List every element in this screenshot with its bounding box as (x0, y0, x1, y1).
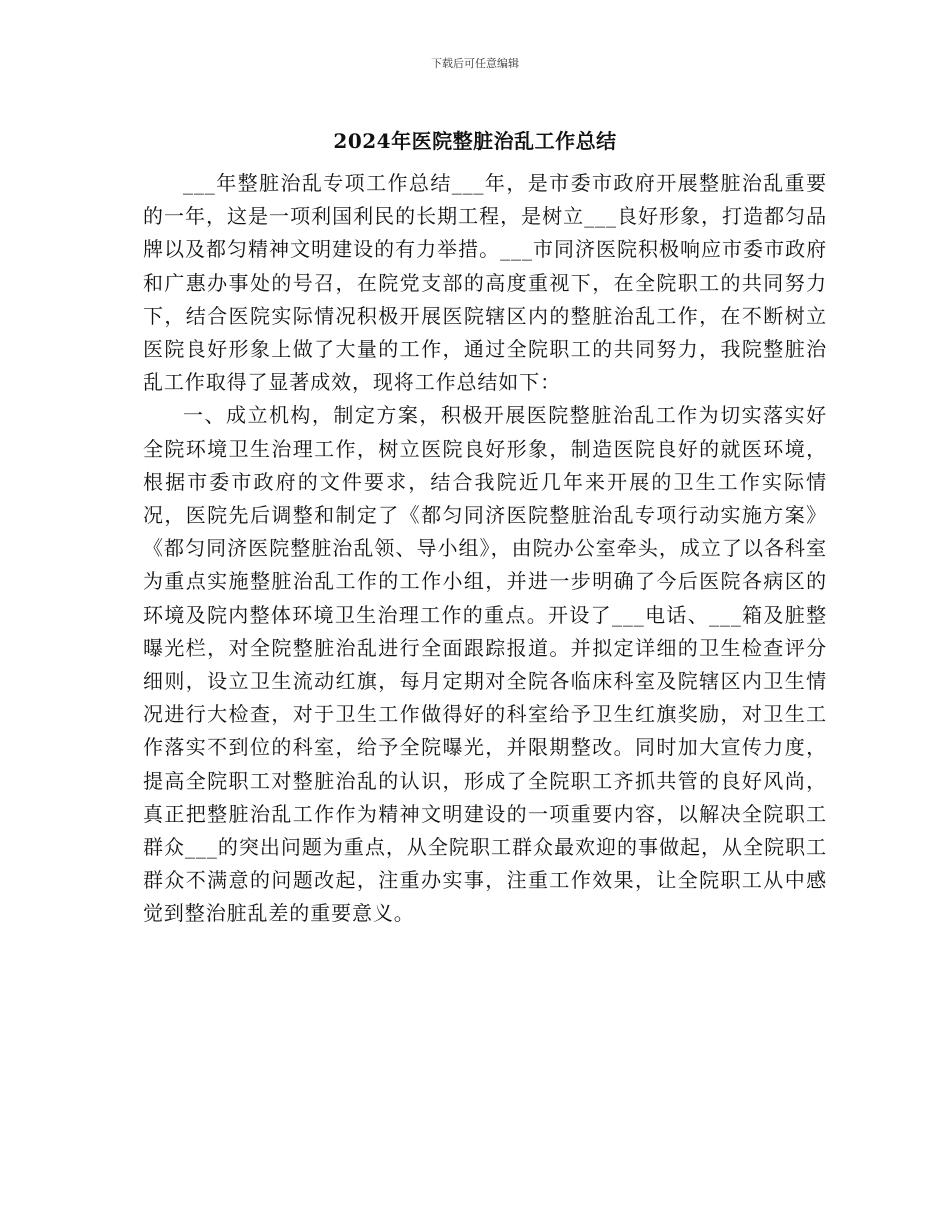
document-title: 2024年医院整脏治乱工作总结 (333, 129, 617, 153)
paragraph-intro: ___年整脏治乱专项工作总结___年，是市委市政府开展整脏治乱重要的一年，这是一项利国利民的长期工程，是树立___良好形象，打造都匀品牌以及都匀精神文明建设的有力举措。___市同济医院积极响应市委市政府和广惠办事处的号召，在院党支部的高度重视下，在全院职工的共同努力下，结合医院实际情况积极开展医院辖区内的整脏治乱工作，在不断树立医院良好形象上做了大量的工作，通过全院职工的共同努力，我院整脏治乱工作取得了显著成效，现将工作总结如下： (143, 171, 827, 395)
paragraph-section-one: 一、成立机构，制定方案，积极开展医院整脏治乱工作为切实落实好全院环境卫生治理工作，树立医院良好形象，制造医院良好的就医环境，根据市委市政府的文件要求，结合我院近几年来开展的卫生工作实际情况，医院先后调整和制定了《都匀同济医院整脏治乱专项行动实施方案》《都匀同济医院整脏治乱领、导小组》，由院办公室牵头，成立了以各科室为重点实施整脏治乱工作的工作小组，并进一步明确了今后医院各病区的环境及院内整体环境卫生治理工作的重点。开设了___电话、___箱及脏整曝光栏，对全院整脏治乱进行全面跟踪报道。并拟定详细的卫生检查评分细则，设立卫生流动红旗，每月定期对全院各临床科室及院辖区内卫生情况进行大检查，对于卫生工作做得好的科室给予卫生红旗奖励，对卫生工作落实不到位的科室，给予全院曝光，并限期整改。同时加大宣传力度，提高全院职工对整脏治乱的认识，形成了全院职工齐抓共管的良好风尚，真正把整脏治乱工作作为精神文明建设的一项重要内容，以解决全院职工群众___的突出问题为重点，从全院职工群众最欢迎的事做起，从全院职工群众不满意的问题改起，注重办实事，注重工作效果，让全院职工从中感觉到整治脏乱差的重要意义。 (143, 403, 827, 926)
header-note: 下载后可任意编辑 (431, 57, 519, 70)
document-body (143, 167, 827, 931)
